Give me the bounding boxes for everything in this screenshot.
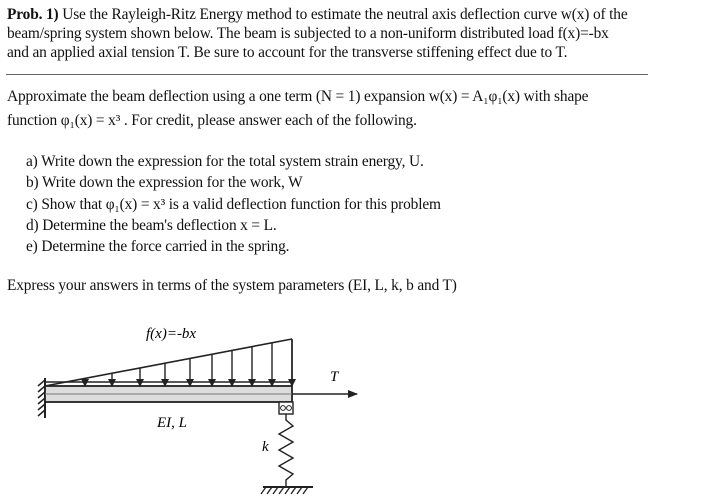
problem-intro-line-3: and an applied axial tension T. Be sure to account for the transverse stiffening effect due to T.: [7, 44, 568, 61]
beam: [45, 386, 292, 402]
beam-label: EI, L: [157, 415, 187, 431]
approximation-line-2: function φ₁(x) = x³ . For credit, please answer each of the following.: [7, 112, 417, 129]
problem-label: Prob. 1): [7, 6, 59, 23]
fixed-wall-support: [38, 378, 45, 418]
approximation-line-1: Approximate the beam deflection using a one term (N = 1) expansion w(x) = A₁φ₁(x) with shape: [7, 88, 589, 105]
spring-label: k: [262, 439, 269, 455]
load-label: f(x)=-bx: [146, 326, 197, 342]
problem-intro-text-1: Use the Rayleigh-Ritz Energy method to estimate the neutral axis deflection curve w(x) of the: [62, 6, 628, 23]
question-c: c) Show that φ₁(x) = x³ is a valid deflection function for this problem: [26, 196, 441, 213]
spring: [279, 414, 293, 487]
instruction-text: Express your answers in terms of the system parameters (EI, L, k, b and T): [7, 277, 457, 294]
pin-connection: [279, 402, 293, 414]
spring-ground: [261, 487, 313, 494]
question-d: d) Determine the beam's deflection x = L.: [26, 217, 277, 234]
question-b: b) Write down the expression for the work, W: [26, 174, 303, 191]
tension-label: T: [330, 369, 339, 385]
question-e: e) Determine the force carried in the spring.: [26, 238, 290, 255]
question-a: a) Write down the expression for the total system strain energy, U.: [26, 153, 424, 170]
problem-intro-line-2: beam/spring system shown below. The beam is subjected to a non-uniform distributed load f(x)=-bx: [7, 25, 609, 42]
distributed-load: [45, 339, 292, 386]
